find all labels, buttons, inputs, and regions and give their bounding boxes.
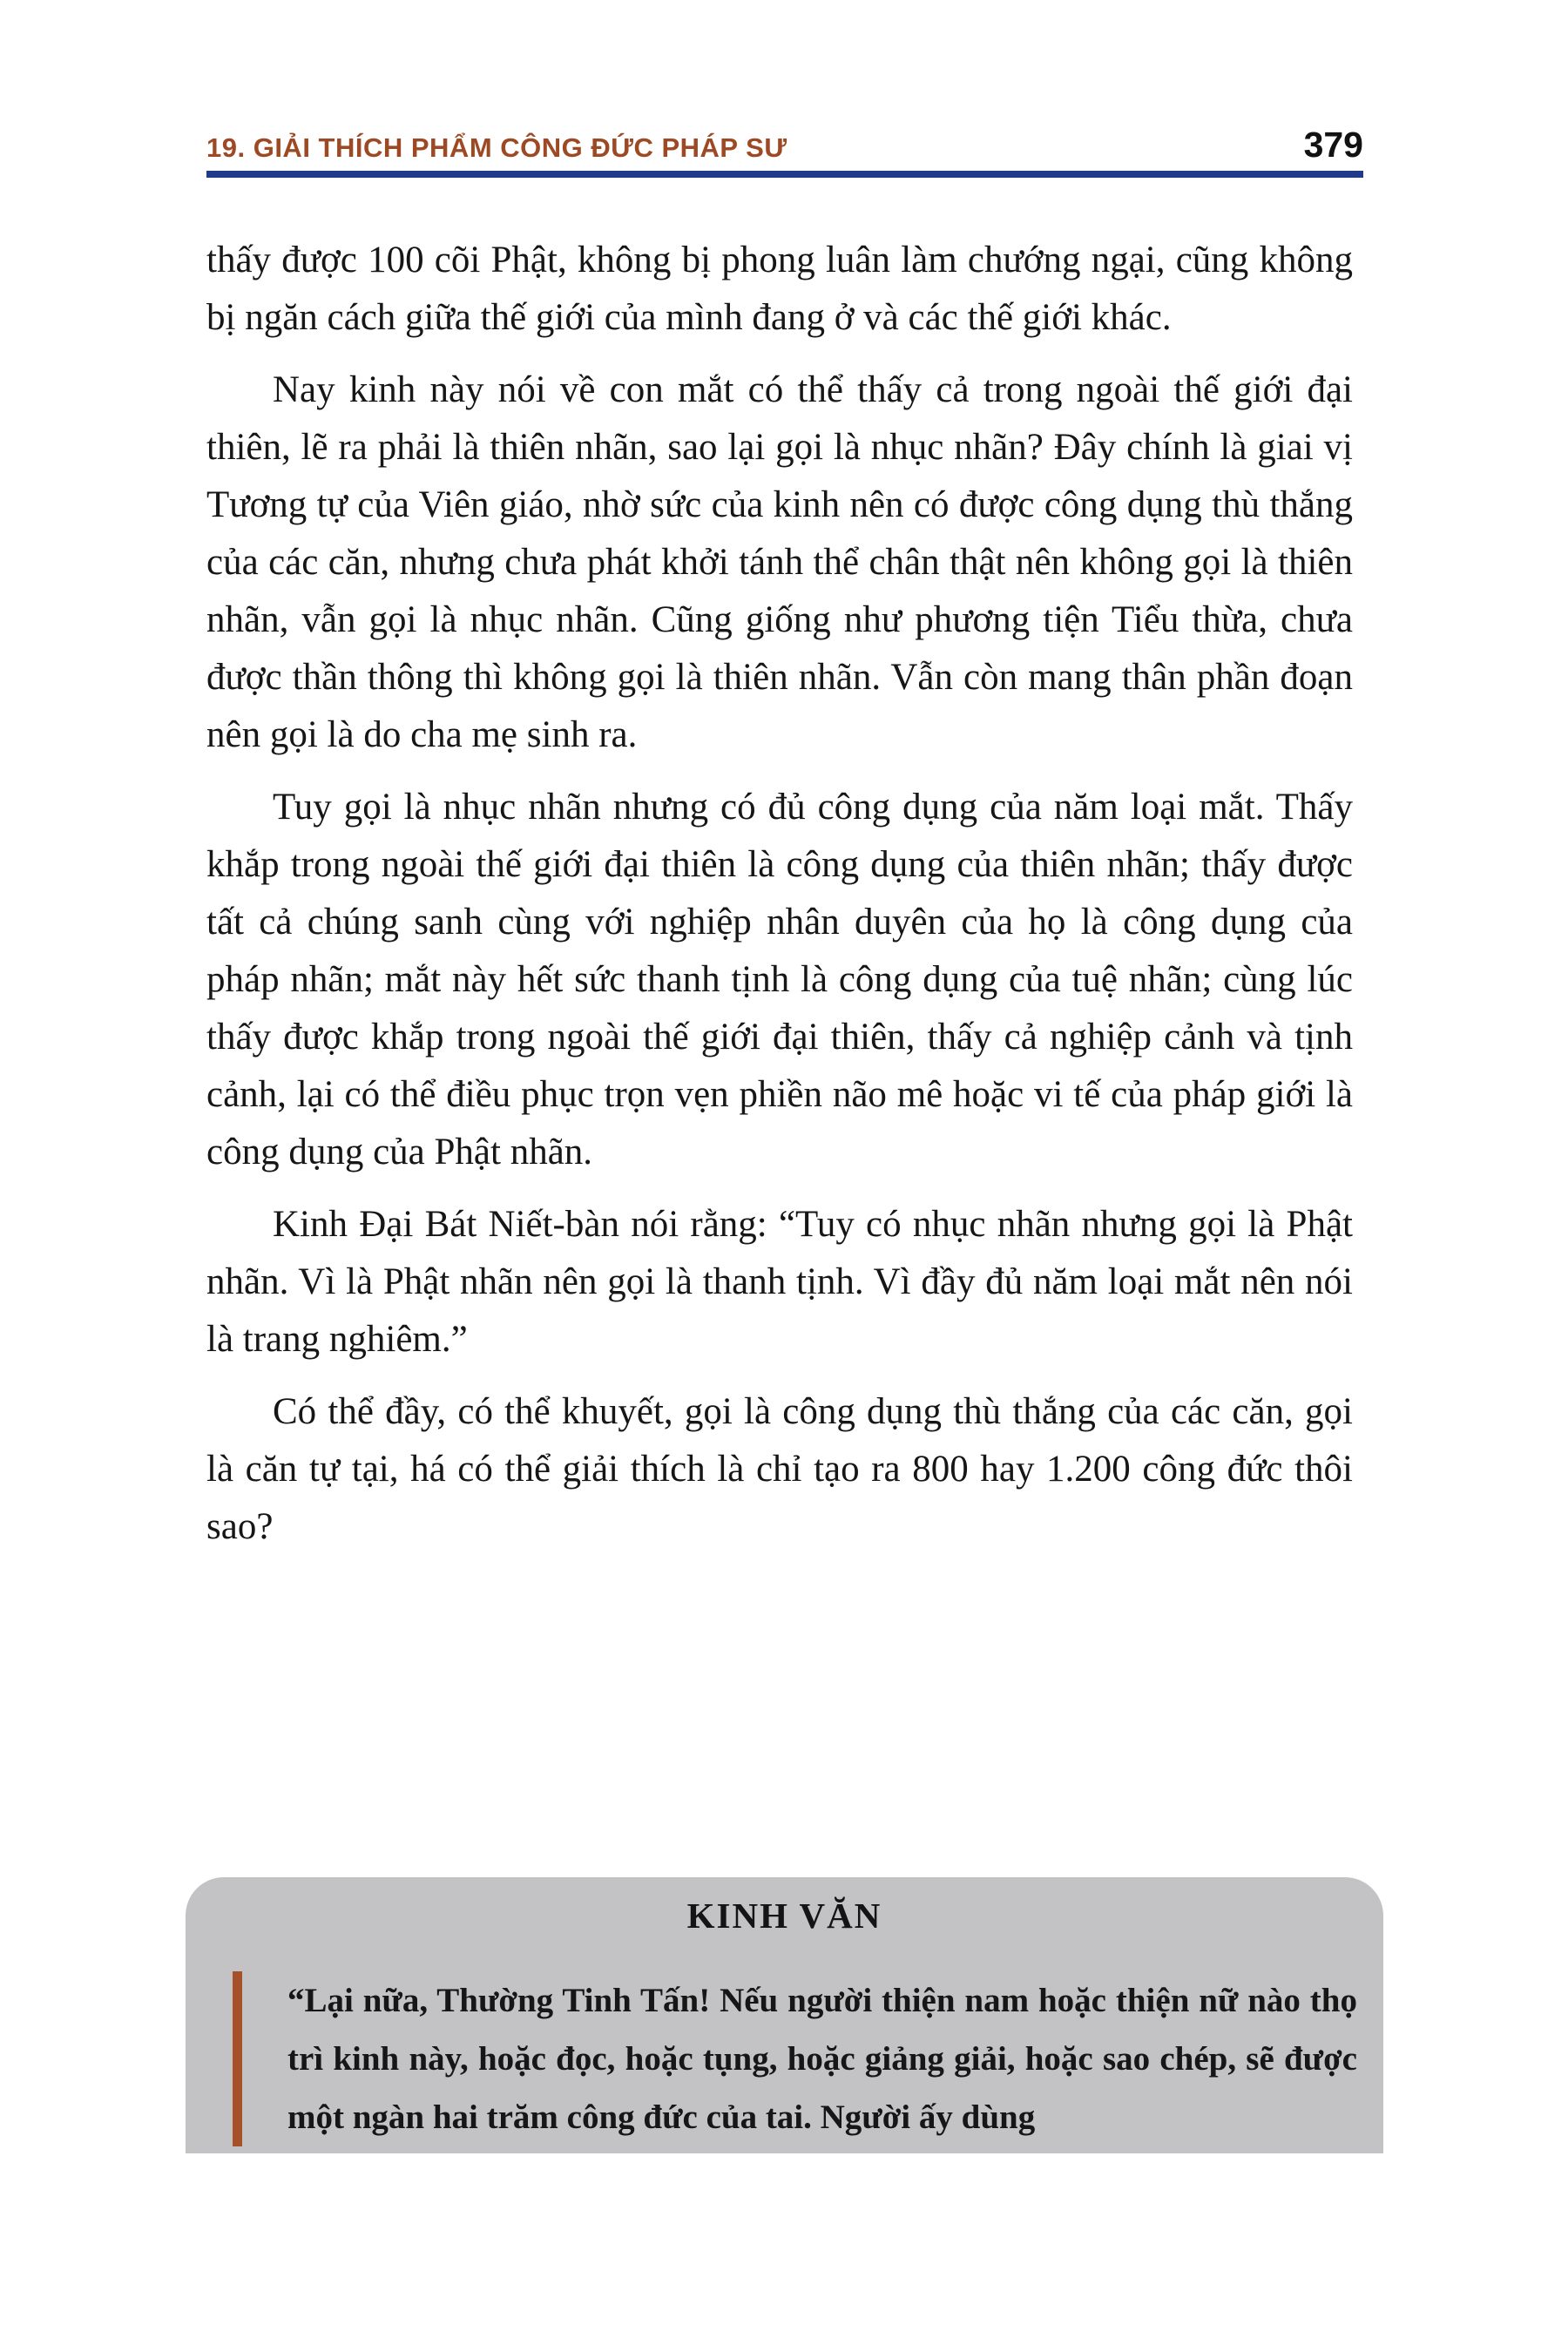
page-header xyxy=(206,127,1363,164)
paragraph: Tuy gọi là nhục nhãn nhưng có đủ công dụng của năm loại mắt. Thấy khắp trong ngoài thế giới đại thiên là công dụng của thiên nhãn; thấy được tất cả chúng sanh cùng với nghiệp nhân duyên của họ là công dụng của pháp nhãn; mắt này hết sức thanh tịnh là công dụng của tuệ nhãn; cùng lúc thấy được khắp trong ngoài thế giới đại thiên, thấy cả nghiệp cảnh và tịnh cảnh, lại có thể điều phục trọn vẹn phiền não mê hoặc vi tế của pháp giới là công dụng của Phật nhãn. xyxy=(206,787,1353,1173)
paragraph: thấy được 100 cõi Phật, không bị phong luân làm chướng ngại, cũng không bị ngăn cách giữa thế giới của mình đang ở và các thế giới khác. xyxy=(206,240,1353,338)
quote-text: “Lại nữa, Thường Tinh Tấn! Nếu người thiện nam hoặc thiện nữ nào thọ trì kinh này, hoặc đọc, hoặc tụng, hoặc giảng giải, hoặc sao chép, sẽ được một ngàn hai trăm công đức của tai. Người ấy dùng xyxy=(287,1982,1357,2136)
paragraph: Nay kinh này nói về con mắt có thể thấy cả trong ngoài thế giới đại thiên, lẽ ra phải là thiên nhãn, sao lại gọi là nhục nhãn? Đây chính là giai vị Tương tự của Viên giáo, nhờ sức của kinh nên có được công dụng thù thắng của các căn, nhưng chưa phát khởi tánh thể chân thật nên không gọi là thiên nhãn, vẫn gọi là nhục nhãn. Cũng giống như phương tiện Tiểu thừa, chưa được thần thông thì không gọi là thiên nhãn. Vẫn còn mang thân phần đoạn nên gọi là do cha mẹ sinh ra. xyxy=(206,369,1353,755)
paragraph: Có thể đầy, có thể khuyết, gọi là công dụng thù thắng của các căn, gọi là căn tự tại, há có thể giải thích là chỉ tạo ra 800 hay 1.200 công đức thôi sao? xyxy=(206,1391,1353,1547)
kinh-van-box xyxy=(186,1877,1383,2153)
body-text-column xyxy=(206,232,1353,1556)
header-rule xyxy=(206,171,1363,178)
quote-left-bar xyxy=(233,1971,242,2146)
chapter-title: 19. GIẢI THÍCH PHẨM CÔNG ĐỨC PHÁP SƯ xyxy=(206,132,787,163)
page-number: 379 xyxy=(1303,125,1363,165)
paragraph: Kinh Đại Bát Niết-bàn nói rằng: “Tuy có nhục nhãn nhưng gọi là Phật nhãn. Vì là Phật nhãn nên gọi là thanh tịnh. Vì đầy đủ năm loại mắt nên nói là trang nghiêm.” xyxy=(206,1204,1353,1360)
kinh-van-box-title: KINH VĂN xyxy=(686,1896,882,1936)
kinh-van-quote xyxy=(233,1971,1357,2146)
